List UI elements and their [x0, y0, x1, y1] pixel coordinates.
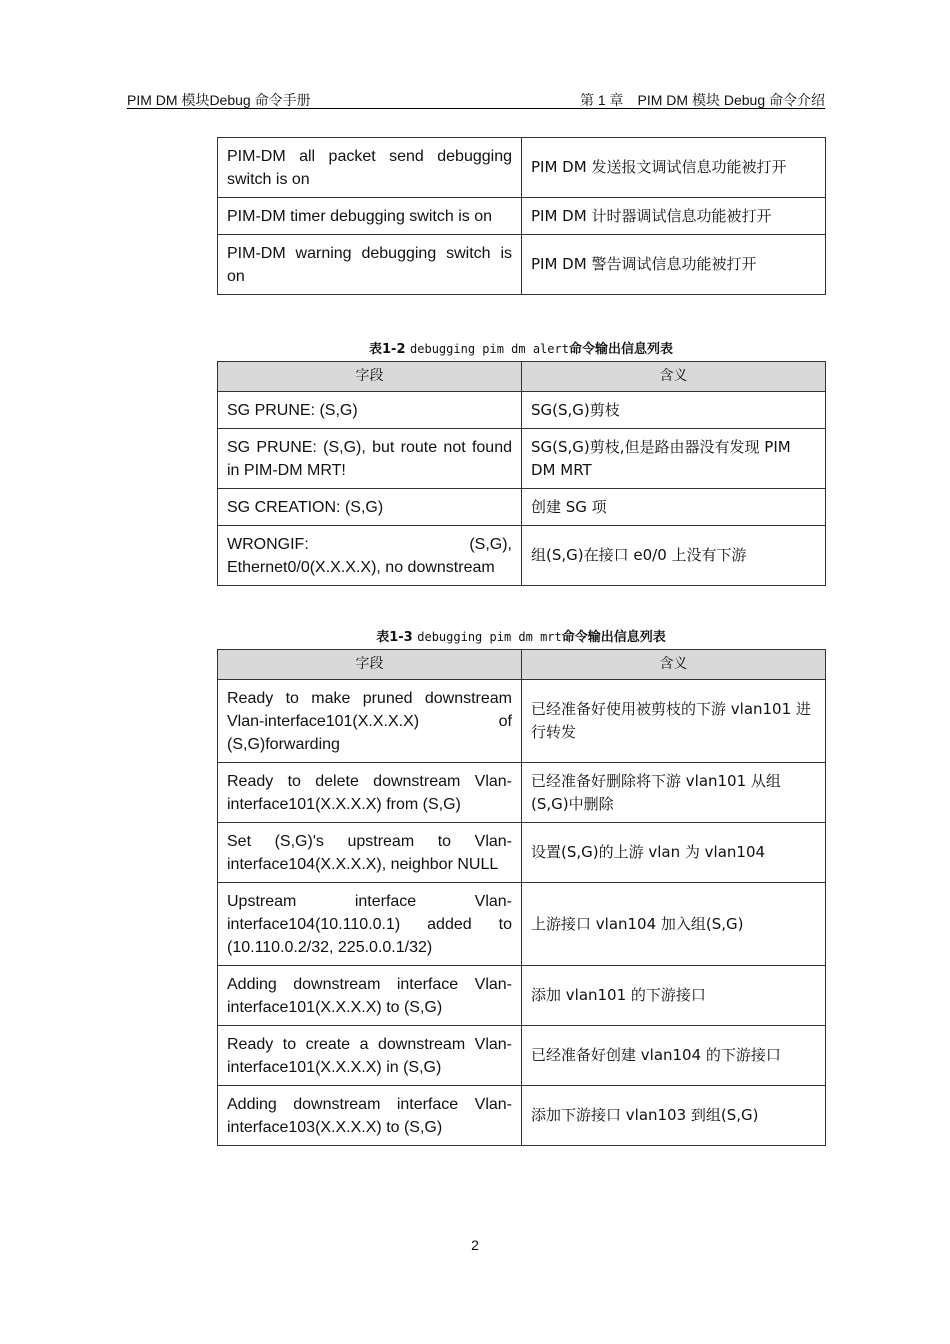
- caption-command: debugging pim dm mrt: [417, 630, 562, 644]
- meaning-cell: 上游接口 vlan104 加入组(S,G): [522, 883, 826, 966]
- table-row: [218, 763, 826, 823]
- meaning-cell: SG(S,G)剪枝: [522, 392, 826, 429]
- field-cell: Adding downstream interface Vlan-interface103(X.X.X.X) to (S,G): [218, 1086, 522, 1146]
- field-cell: Ready to make pruned downstream Vlan-interface101(X.X.X.X) of (S,G)forwarding: [218, 680, 522, 763]
- table-row: [218, 966, 826, 1026]
- table-row: [218, 489, 826, 526]
- table-header-row: [218, 362, 826, 392]
- field-cell: SG PRUNE: (S,G), but route not found in PIM-DM MRT!: [218, 429, 522, 489]
- table-caption-1-2: [217, 338, 825, 357]
- meaning-cell: 添加下游接口 vlan103 到组(S,G): [522, 1086, 826, 1146]
- meaning-cell: 已经准备好创建 vlan104 的下游接口: [522, 1026, 826, 1086]
- meaning-cell: 创建 SG 项: [522, 489, 826, 526]
- field-cell: WRONGIF: (S,G), Ethernet0/0(X.X.X.X), no downstream: [218, 526, 522, 586]
- caption-prefix: 表1-3: [376, 630, 418, 645]
- column-header-meaning: 含义: [522, 362, 826, 392]
- table-row: [218, 680, 826, 763]
- meaning-cell: 添加 vlan101 的下游接口: [522, 966, 826, 1026]
- field-cell: Upstream interface Vlan-interface104(10.110.0.1) added to (10.110.0.2/32, 225.0.0.1/32): [218, 883, 522, 966]
- field-cell: Ready to create a downstream Vlan-interface101(X.X.X.X) in (S,G): [218, 1026, 522, 1086]
- column-header-field: 字段: [218, 650, 522, 680]
- table-row: [218, 1026, 826, 1086]
- caption-command: debugging pim dm alert: [410, 342, 569, 356]
- table-row: [218, 883, 826, 966]
- field-cell: PIM-DM warning debugging switch is on: [218, 235, 522, 295]
- caption-prefix: 表1-2: [369, 342, 411, 357]
- meaning-cell: 已经准备好使用被剪枝的下游 vlan101 进行转发: [522, 680, 826, 763]
- table-row: [218, 198, 826, 235]
- meaning-cell: 设置(S,G)的上游 vlan 为 vlan104: [522, 823, 826, 883]
- header-chapter-title: 第 1 章 PIM DM 模块 Debug 命令介绍: [579, 92, 825, 108]
- table-row: [218, 823, 826, 883]
- field-cell: Set (S,G)'s upstream to Vlan-interface104(X.X.X.X), neighbor NULL: [218, 823, 522, 883]
- caption-suffix: 命令输出信息列表: [568, 342, 673, 357]
- field-cell: Adding downstream interface Vlan-interface101(X.X.X.X) to (S,G): [218, 966, 522, 1026]
- table-row: [218, 429, 826, 489]
- page-header: [127, 90, 825, 109]
- field-cell: PIM-DM all packet send debugging switch is on: [218, 138, 522, 198]
- table-row: [218, 235, 826, 295]
- table-row: [218, 138, 826, 198]
- meaning-cell: 已经准备好删除将下游 vlan101 从组(S,G)中删除: [522, 763, 826, 823]
- table-row: [218, 1086, 826, 1146]
- table-header-row: [218, 650, 826, 680]
- meaning-cell: PIM DM 发送报文调试信息功能被打开: [522, 138, 826, 198]
- header-manual-title: PIM DM 模块Debug 命令手册: [127, 92, 311, 108]
- meaning-cell: 组(S,G)在接口 e0/0 上没有下游: [522, 526, 826, 586]
- field-cell: SG PRUNE: (S,G): [218, 392, 522, 429]
- table-row: [218, 392, 826, 429]
- column-header-meaning: 含义: [522, 650, 826, 680]
- mrt-output-table: [217, 649, 826, 1146]
- meaning-cell: PIM DM 警告调试信息功能被打开: [522, 235, 826, 295]
- table-caption-1-3: [217, 626, 825, 645]
- field-cell: SG CREATION: (S,G): [218, 489, 522, 526]
- caption-suffix: 命令输出信息列表: [561, 630, 666, 645]
- table-row: [218, 526, 826, 586]
- field-cell: Ready to delete downstream Vlan-interface101(X.X.X.X) from (S,G): [218, 763, 522, 823]
- meaning-cell: SG(S,G)剪枝,但是路由器没有发现 PIM DM MRT: [522, 429, 826, 489]
- column-header-field: 字段: [218, 362, 522, 392]
- debug-switch-table: [217, 137, 826, 295]
- page-number: 2: [471, 1237, 479, 1253]
- meaning-cell: PIM DM 计时器调试信息功能被打开: [522, 198, 826, 235]
- alert-output-table: [217, 361, 826, 586]
- field-cell: PIM-DM timer debugging switch is on: [218, 198, 522, 235]
